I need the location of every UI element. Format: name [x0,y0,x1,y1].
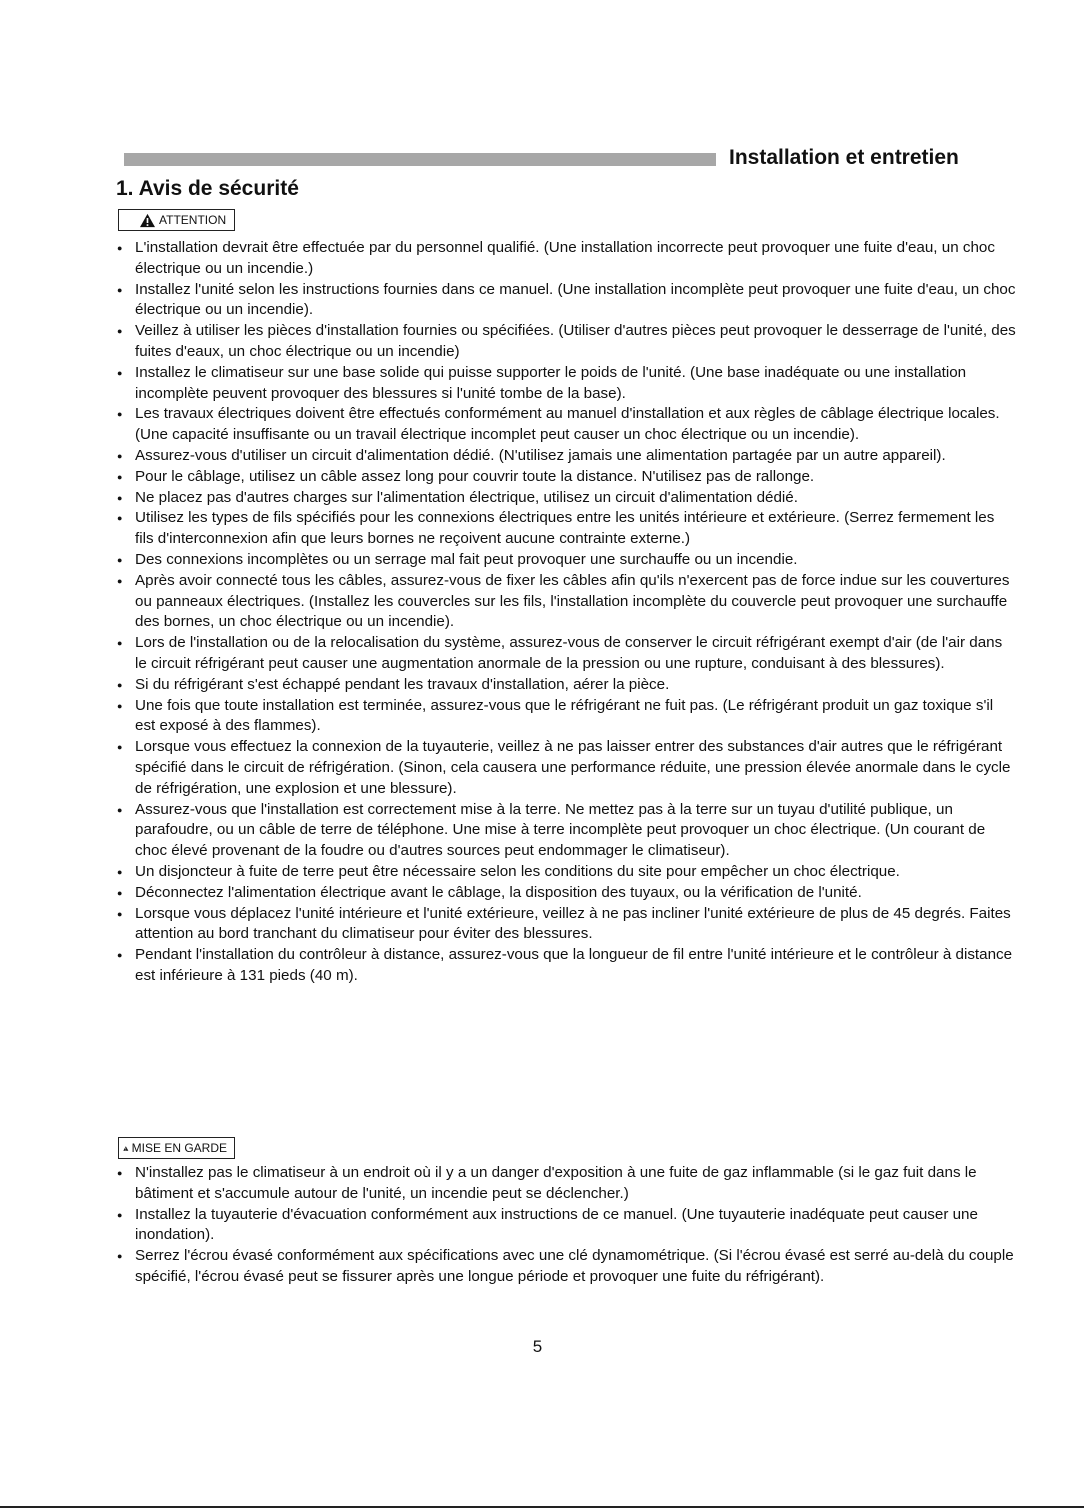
header-bar [124,153,716,166]
warning-triangle-icon [123,1141,129,1156]
attention-list [116,238,1016,987]
list-item: ● Installez la tuyauterie d'évacuation conformément aux instructions de ce manuel. (Une tuyauterie inadéquate peut causer une inondation). [116,1205,1016,1247]
warning-triangle-icon [139,213,156,228]
list-item: ● Assurez-vous que l'installation est correctement mise à la terre. Ne mettez pas à la terre sur un tuyau d'utilité publique, un parafoudre, ou un câble de terre de téléphone. Une mise à terre incomplète peut provoquer un choc électrique. (Un courant de choc élevé provenant de la foudre ou d'autres sources peut endommager le climatiseur). [116,800,1016,862]
page-header-title: Installation et entretien [729,146,959,169]
list-item: ● Des connexions incomplètes ou un serrage mal fait peut provoquer une surchauffe ou un incendie. [116,550,1016,571]
list-item: ● Ne placez pas d'autres charges sur l'alimentation électrique, utilisez un circuit d'alimentation dédié. [116,488,1016,509]
list-item: ● Lors de l'installation ou de la relocalisation du système, assurez-vous de conserver le circuit réfrigérant exempt d'air (de l'air dans le circuit réfrigérant peut causer une augmentation anormale de la pression ou une rupture, conduisant à des blessures). [116,633,1016,675]
list-item: ● L'installation devrait être effectuée par du personnel qualifié. (Une installation incorrecte peut provoquer une fuite d'eau, un choc électrique ou un incendie.) [116,238,1016,280]
page-number: 5 [532,1337,543,1356]
list-item: ● N'installez pas le climatiseur à un endroit où il y a un danger d'exposition à une fuite de gaz inflammable (si le gaz fuit dans le bâtiment et s'accumule autour de l'unité, un incendie peut se déclencher.) [116,1163,1016,1205]
list-item: ● Pendant l'installation du contrôleur à distance, assurez-vous que la longueur de fil entre l'unité intérieure et le contrôleur à distance est inférieure à 131 pieds (40 m). [116,945,1016,987]
list-item: ● Veillez à utiliser les pièces d'installation fournies ou spécifiées. (Utiliser d'autres pièces peut provoquer le desserrage de l'unité, des fuites d'eaux, un choc électrique ou un incendie) [116,321,1016,363]
mise-en-garde-badge [118,1137,235,1159]
list-item: ● Lorsque vous effectuez la connexion de la tuyauterie, veillez à ne pas laisser entrer des substances d'air autres que le réfrigérant spécifié dans le circuit de réfrigération. (Sinon, cela causera une performance réduite, une pression élevée anormale dans le cycle de réfrigération, une explosion et une blessure). [116,737,1016,799]
list-item: ● Utilisez les types de fils spécifiés pour les connexions électriques entre les unités intérieure et extérieure. (Serrez fermement les fils d'interconnexion afin que leurs bornes ne reçoivent aucune contrainte externe.) [116,508,1016,550]
list-item: ● Si du réfrigérant s'est échappé pendant les travaux d'installation, aérer la pièce. [116,675,1016,696]
list-item: ● Assurez-vous d'utiliser un circuit d'alimentation dédié. (N'utilisez jamais une alimentation partagée par un autre appareil). [116,446,1016,467]
mise-en-garde-list [116,1163,1016,1288]
mise-en-garde-label: MISE EN GARDE [131,1141,227,1155]
attention-badge [118,209,235,231]
list-item: ● Une fois que toute installation est terminée, assurez-vous que le réfrigérant ne fuit pas. (Le réfrigérant produit un gaz toxique s'il est exposé à des flammes). [116,696,1016,738]
list-item: ● Après avoir connecté tous les câbles, assurez-vous de fixer les câbles afin qu'ils n'exercent pas de force indue sur les couvertures ou panneaux électriques. (Installez les couvercles sur les fils, l'installation incomplète du couvercle peut provoquer une surchauffe des bornes, un choc électrique ou un incendie). [116,571,1016,633]
list-item: ● Installez l'unité selon les instructions fournies dans ce manuel. (Une installation incomplète peut provoquer une fuite d'eau, un choc électrique ou un incendie). [116,280,1016,322]
list-item: ● Déconnectez l'alimentation électrique avant le câblage, la disposition des tuyaux, ou la vérification de l'unité. [116,883,1016,904]
list-item: ● Pour le câblage, utilisez un câble assez long pour couvrir toute la distance. N'utilisez pas de rallonge. [116,467,1016,488]
list-item: ● Les travaux électriques doivent être effectués conformément au manuel d'installation et aux règles de câblage électrique locales. (Une capacité insuffisante ou un travail électrique incomplet peut causer un choc électrique ou un incendie). [116,404,1016,446]
list-item: ● Serrez l'écrou évasé conformément aux spécifications avec une clé dynamométrique. (Si l'écrou évasé est serré au-delà du couple spécifié, l'écrou évasé peut se fissurer après une longue période et provoquer une fuite du réfrigérant). [116,1246,1016,1288]
list-item: ● Lorsque vous déplacez l'unité intérieure et l'unité extérieure, veillez à ne pas incliner l'unité extérieure de plus de 45 degrés. Faites attention au bord tranchant du climatiseur pour éviter des blessures. [116,904,1016,946]
attention-label: ATTENTION [159,213,227,227]
bottom-divider [0,1506,1084,1508]
list-item: ● Un disjoncteur à fuite de terre peut être nécessaire selon les conditions du site pour empêcher un choc électrique. [116,862,1016,883]
section-title: 1. Avis de sécurité [116,177,299,200]
list-item: ● Installez le climatiseur sur une base solide qui puisse supporter le poids de l'unité. (Une base inadéquate ou une installation incomplète peuvent provoquer des blessures si l'unité tombe de la base). [116,363,1016,405]
